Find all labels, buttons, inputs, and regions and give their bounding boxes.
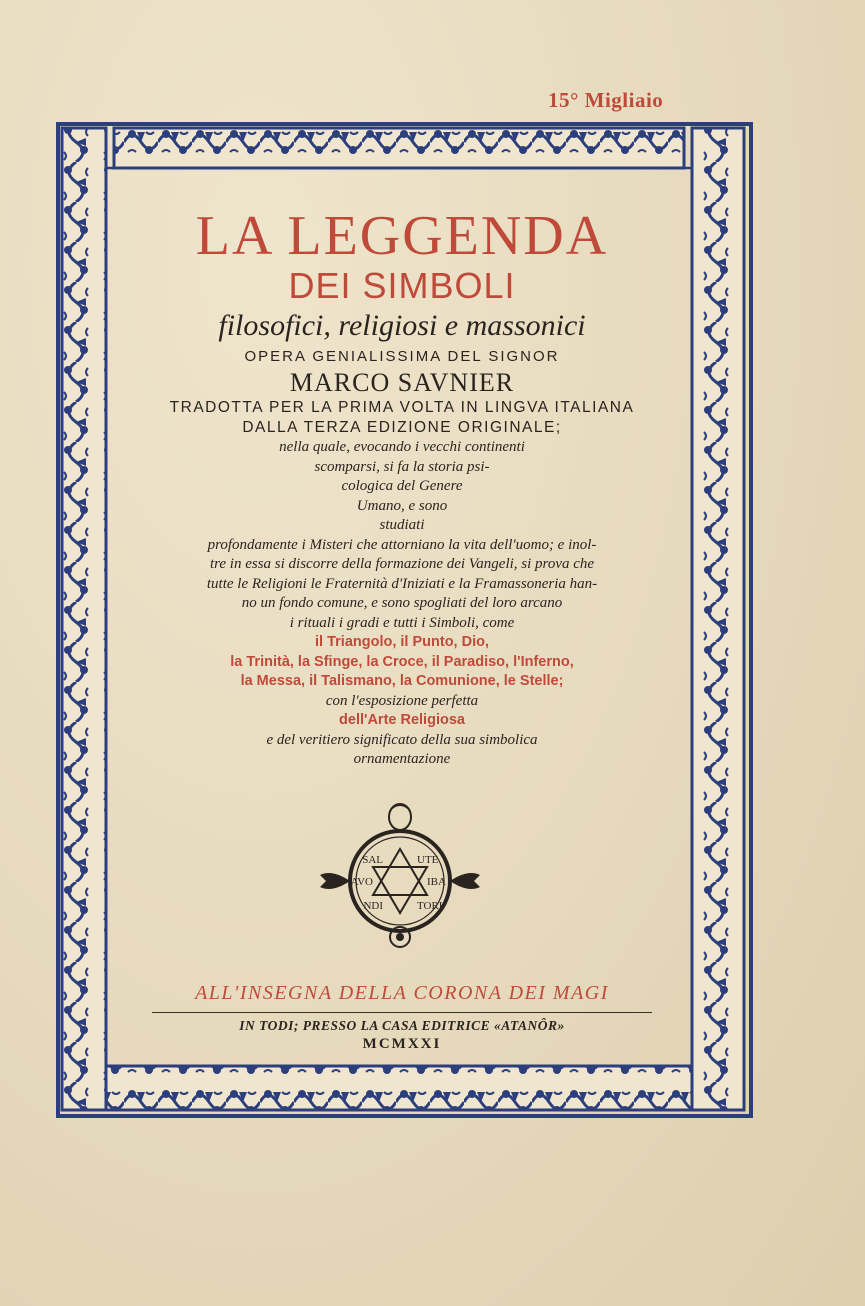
emblem-text-1: SAL [362, 854, 383, 866]
hexagram-emblem [315, 803, 485, 957]
translation-line: TRADOTTA PER LA PRIMA VOLTA IN LINGVA ITALIANA [169, 399, 635, 416]
divider-rule [152, 1012, 652, 1013]
emblem-text-2: UTE [417, 854, 439, 866]
opera-line: OPERA GENIALISSIMA DEL SIGNOR [244, 348, 560, 365]
symbols-list [112, 633, 692, 692]
emblem-text-6: TORI [417, 900, 443, 912]
title-page-content [112, 180, 692, 1060]
description-text [112, 438, 692, 633]
description-line: i rituali i gradi e tutti i Simboli, come [289, 614, 515, 631]
description-line: Umano, e sono [356, 497, 448, 514]
description-line: no un fondo comune, e sono spogliati del loro arcano [241, 595, 563, 611]
description-line: studiati [379, 517, 425, 533]
description-line: profondamente i Misteri che attorniano la vita dell'uomo; e inol- [207, 536, 597, 553]
closing-line: e del veritiero significato della sua simbolica [266, 731, 538, 748]
description-line: tutte le Religioni le Fraternità d'Iniziati e la Framassoneria han- [206, 575, 598, 592]
description-line: scomparsi, si fa la storia psi- [314, 458, 490, 475]
description-line: nella quale, evocando i vecchi continenti [279, 439, 525, 455]
closing-text [112, 692, 692, 770]
book-title: LA LEGGENDA [195, 205, 609, 267]
closing-line: con l'esposizione perfetta [325, 692, 479, 709]
description-line: cologica del Genere [341, 478, 463, 494]
emblem-text-5: NDI [363, 900, 383, 912]
book-subtitle: DEI SIMBOLI [288, 265, 516, 306]
closing-line: dell'Arte Religiosa [339, 712, 465, 728]
publication-year: MCMXXI [362, 1036, 442, 1052]
closing-line: ornamentazione [353, 751, 451, 767]
symbols-line: il Triangolo, il Punto, Dio, [315, 634, 489, 650]
translation-note [112, 398, 692, 438]
symbols-line: la Messa, il Talismano, la Comunione, le Stelle; [240, 673, 564, 689]
publisher-line: IN TODI; PRESSO LA CASA EDITRICE «ATANÔR» [239, 1018, 565, 1033]
author-name: MARCO SAVNIER [289, 368, 515, 397]
emblem-text-4: IBA [427, 876, 446, 888]
translation-line: DALLA TERZA EDIZIONE ORIGINALE; [242, 419, 562, 436]
book-tagline: filosofici, religiosi e massonici [218, 309, 586, 342]
edition-label: 15° Migliaio [548, 88, 664, 112]
symbols-line: la Trinità, la Sfinge, la Croce, il Paradiso, l'Inferno, [230, 653, 574, 670]
emblem-text-3: AVO [350, 876, 373, 888]
description-line: tre in essa si discorre della formazione dei Vangeli, si prova che [209, 556, 595, 572]
imprint-line: ALL'INSEGNA DELLA CORONA DEI MAGI [195, 982, 609, 1004]
